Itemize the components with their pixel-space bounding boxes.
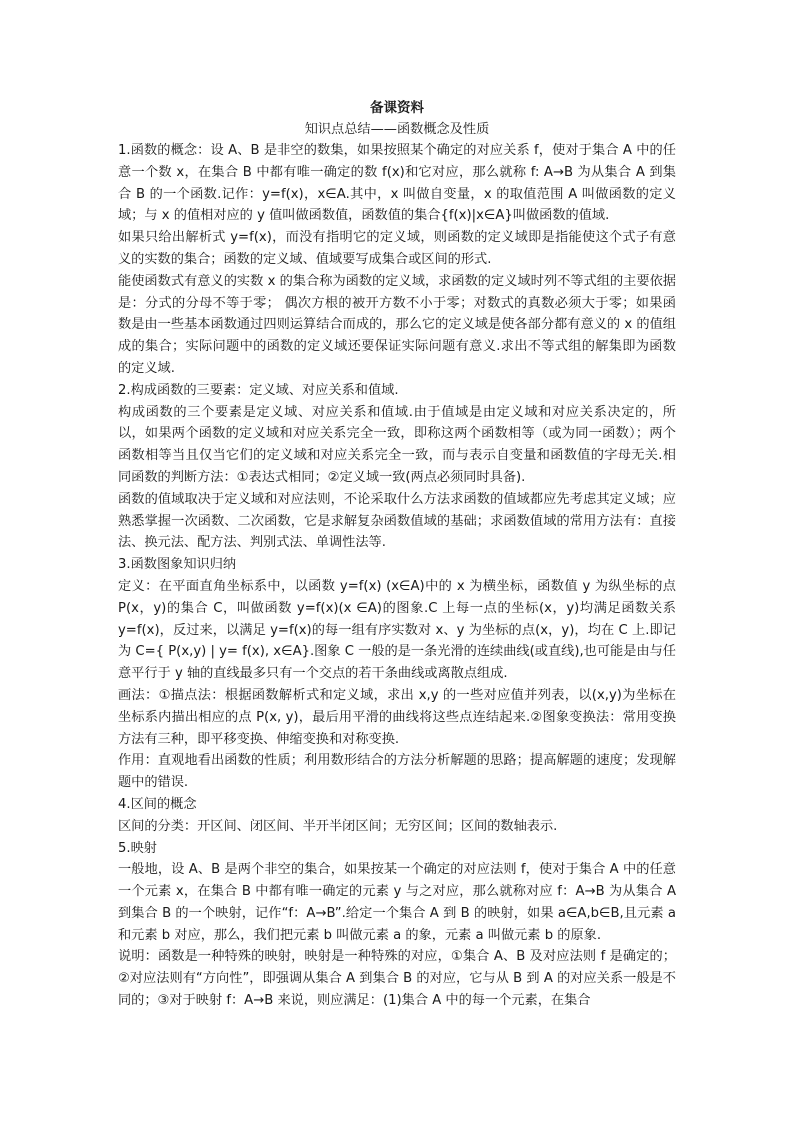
heading-graph: 3.函数图象知识归纳: [118, 557, 237, 573]
paragraph-mapping-definition: 一般地，设 A、B 是两个非空的集合，如果按某一个确定的对应法则 f，使对于集合 A 中的任意一个元素 x，在集合 B 中都有唯一确定的元素 y 与之对应，那么就称对应 f：A→B 为从集合 A 到集合 B 的一个映射，记作“f：A→B”.给定一个集合 A 到 B 的映射，如果 a∈A,b∈B,且元素 a 和元素 b 对应，那么，我们把元素 b 叫做元素 a 的象，元素 a 叫做元素 b 的原象.: [118, 862, 676, 943]
paragraph-mapping-notes: 说明：函数是一种特殊的映射，映射是一种特殊的对应，①集合 A、B 及对应法则 f 是确定的；②对应法则有“方向性”，即强调从集合 A 到集合 B 的对应，它与从 B 到 A 的对应关系一般是不同的；③对于映射 f：A→B 来说，则应满足：(1)集合 A 中的每一个元素，在集合: [118, 949, 676, 1009]
paragraph-domain-rules: 能使函数式有意义的实数 x 的集合称为函数的定义域，求函数的定义域时列不等式组的主要依据是：分式的分母不等于零； 偶次方根的被开方数不小于零；对数式的真数必须大于零；如果函数是由一些基本函数通过四则运算结合而成的，那么它的定义域是使各部分都有意义的 x 的值组成的集合；实际问题中的函数的定义域还要保证实际问题有意义.求出不等式组的解集即为函数的定义域.: [118, 273, 676, 376]
paragraph-graph-definition: 定义：在平面直角坐标系中，以函数 y=f(x) (x∈A)中的 x 为横坐标，函数值 y 为纵坐标的点 P(x，y)的集合 C，叫做函数 y=f(x)(x ∈A)的图象.C 上每一点的坐标(x，y)均满足函数关系 y=f(x)，反过来，以满足 y=f(x)的每一组有序实数对 x、y 为坐标的点(x，y)，均在 C 上.即记为 C={ P(x,y) | y= f(x), x∈A}.图象 C 一般的是一条光滑的连续曲线(或直线),也可能是由与任意平行于 y 轴的直线最多只有一个交点的若干条曲线或离散点组成.: [118, 578, 676, 682]
heading-interval: 4.区间的概念: [118, 796, 197, 812]
heading-three-elements: 2.构成函数的三要素：定义域、对应关系和值域.: [118, 382, 399, 398]
paragraph-interval-types: 区间的分类：开区间、闭区间、半开半闭区间；无穷区间；区间的数轴表示.: [118, 818, 558, 834]
paragraph-function-concept: 1.函数的概念：设 A、B 是非空的数集，如果按照某个确定的对应关系 f，使对于集合 A 中的任意一个数 x，在集合 B 中都有唯一确定的数 f(x)和它对应，那么就称 f: A→B 为从集合 A 到集合 B 的一个函数.记作：y=f(x)，x∈A.其中，x 叫做自变量，x 的取值范围 A 叫做函数的定义域；与 x 的值相对应的 y 值叫做函数值，函数值的集合{f(x)|x∈A}叫做函数的值域.: [118, 143, 676, 224]
document-title: 备课资料: [370, 100, 424, 116]
heading-mapping: 5.映射: [118, 840, 157, 856]
paragraph-three-elements: 构成函数的三个要素是定义域、对应关系和值域.由于值域是由定义域和对应关系决定的，所以，如果两个函数的定义域和对应关系完全一致，即称这两个函数相等（或为同一函数）；两个函数相等当且仅当它们的定义域和对应关系完全一致，而与表示自变量和函数值的字母无关.相同函数的判断方法：①表达式相同；②定义域一致(两点必须同时具备).: [118, 404, 676, 485]
paragraph-range-methods: 函数的值域取决于定义域和对应法则，不论采取什么方法求函数的值域都应先考虑其定义域；应熟悉掌握一次函数、二次函数，它是求解复杂函数值域的基础；求函数值域的常用方法有：直接法、换元法、配方法、判别式法、单调性法等.: [118, 491, 676, 551]
document-subtitle: 知识点总结——函数概念及性质: [304, 122, 490, 137]
paragraph-graph-usage: 作用：直观地看出函数的性质；利用数形结合的方法分析解题的思路；提高解题的速度；发现解题中的错误.: [118, 753, 676, 791]
document-page: [118, 98, 676, 1012]
paragraph-domain-implicit: 如果只给出解析式 y=f(x)，而没有指明它的定义域，则函数的定义域即是指能使这个式子有意义的实数的集合；函数的定义域、值域要写成集合或区间的形式.: [118, 230, 676, 267]
paragraph-graph-drawing: 画法：①描点法：根据函数解析式和定义域，求出 x,y 的一些对应值并列表，以(x,y)为坐标在坐标系内描出相应的点 P(x, y)，最后用平滑的曲线将这些点连结起来.②图象变换法：常用变换方法有三种，即平移变换、伸缩变换和对称变换.: [118, 687, 676, 747]
